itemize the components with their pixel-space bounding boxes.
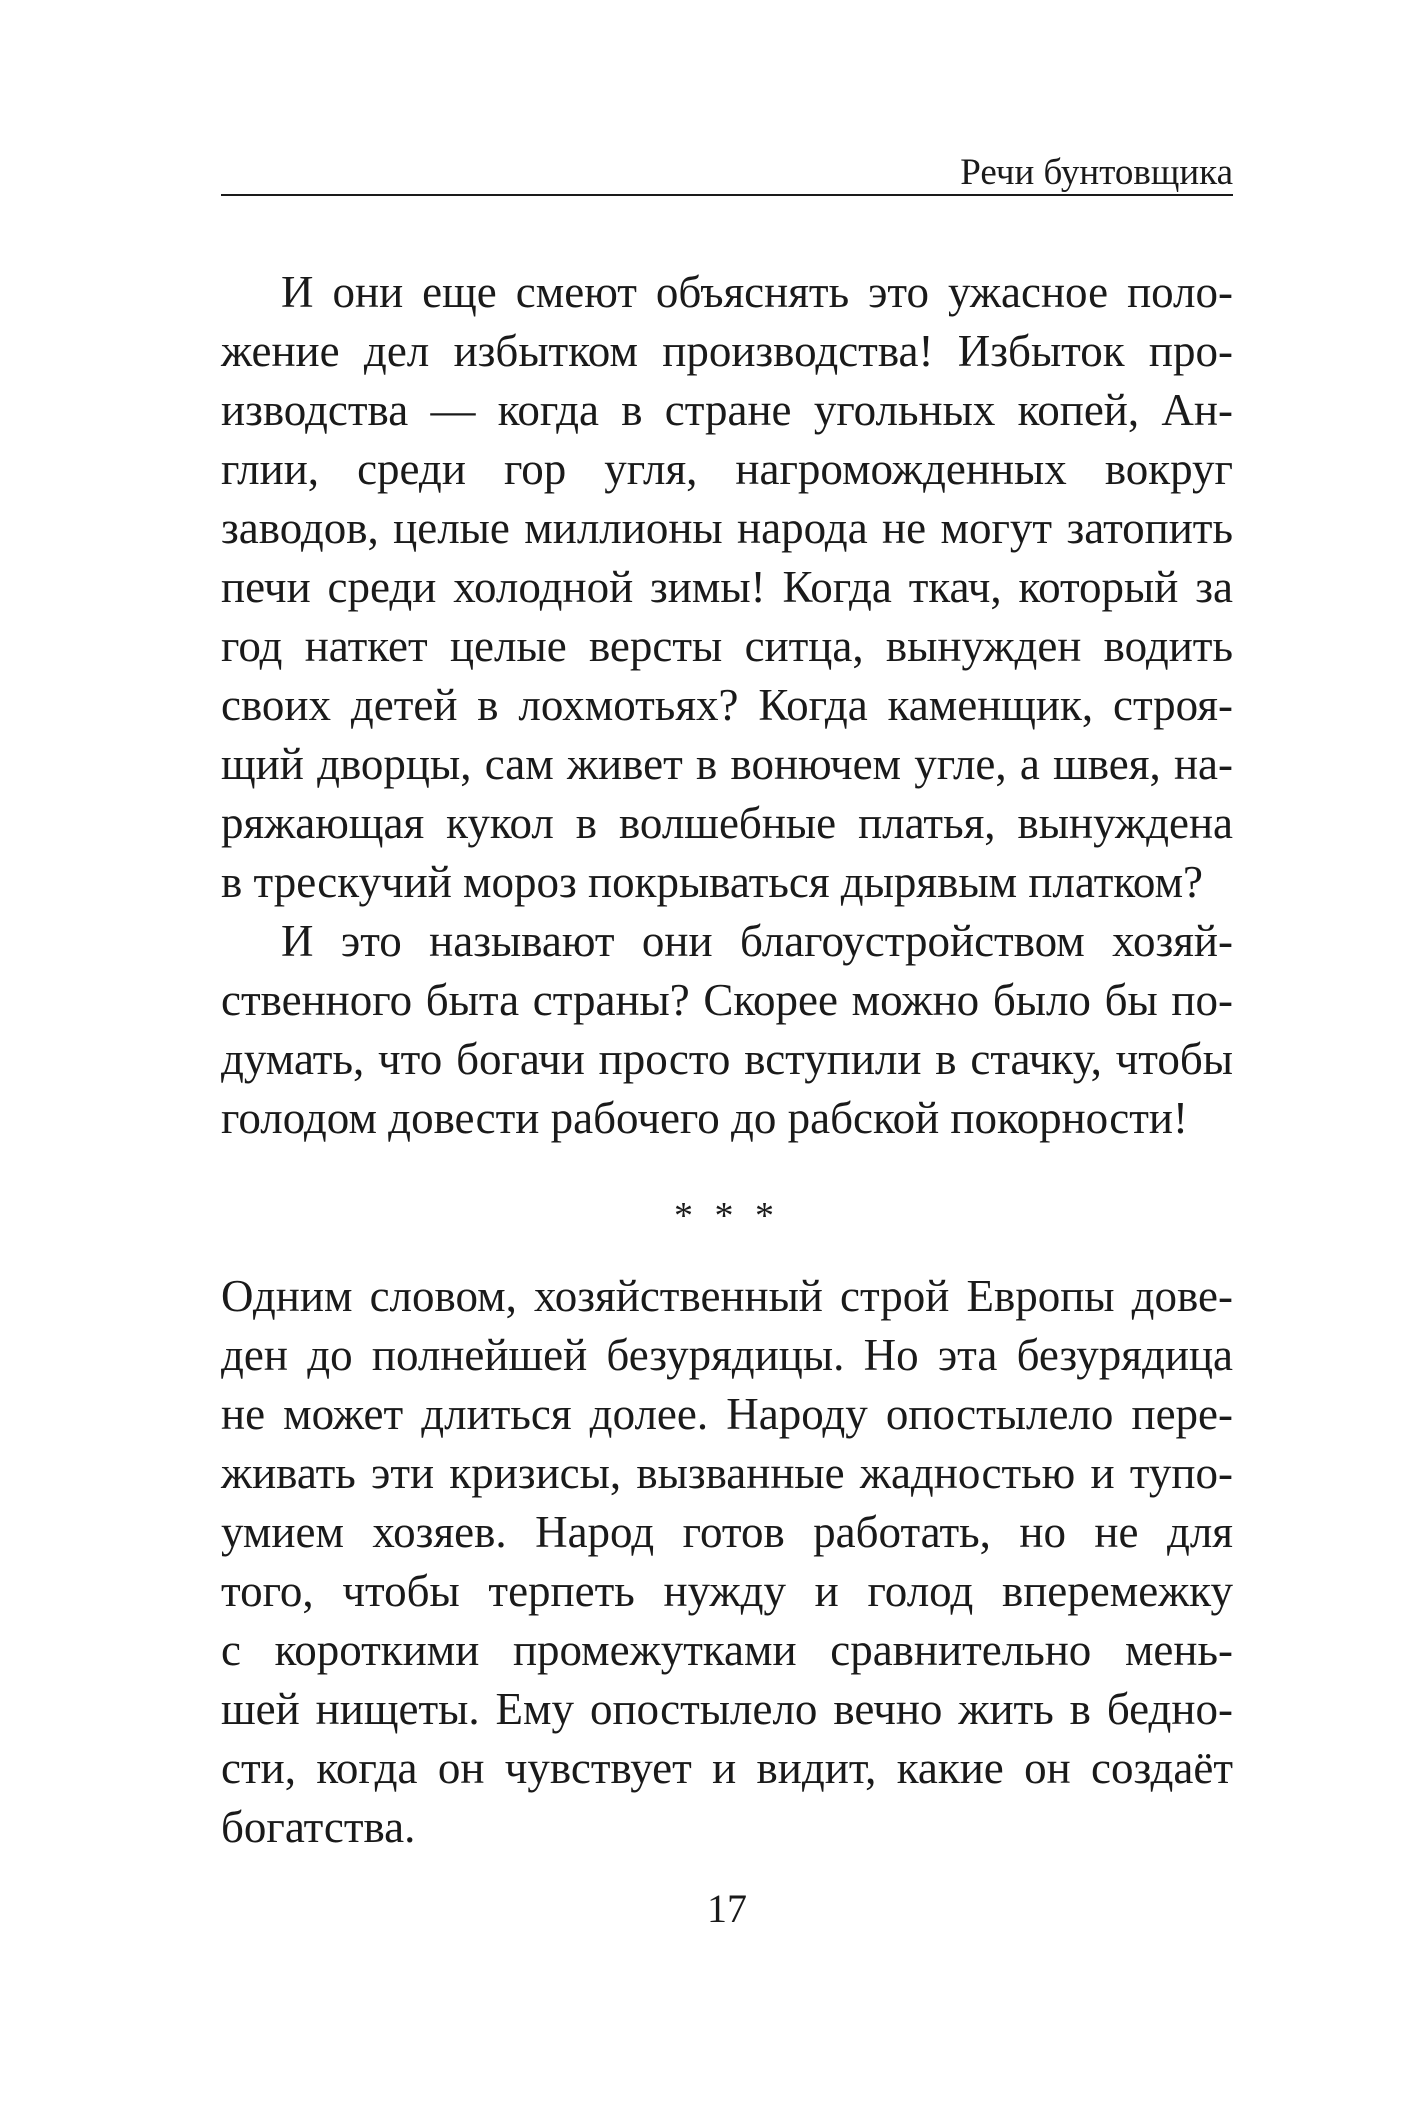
text-line: думать, что богачи просто вступили в стачку, чтобы [221,1034,1233,1084]
paragraph-1 [221,263,1233,912]
text-line: своих детей в лохмотьях? Когда каменщик, строя- [221,680,1233,730]
text-line: живать эти кризисы, вызванные жадностью и тупо- [221,1448,1233,1498]
text-line: печи среди холодной зимы! Когда ткач, который за [221,562,1233,612]
text-line: умием хозяев. Народ готов работать, но не для [221,1507,1233,1557]
text-line: изводства — когда в стране угольных копей, Ан- [221,385,1233,435]
text-block-1 [221,263,1233,1148]
text-line: того, чтобы терпеть нужду и голод вперемежку [221,1566,1233,1616]
text-line: богатства. [221,1802,416,1852]
text-line: Одним словом, хозяйственный строй Европы дове- [221,1271,1233,1321]
text-line: заводов, целые миллионы народа не могут затопить [221,503,1233,553]
paragraph-3 [221,1267,1233,1857]
text-line: голодом довести рабочего до рабской покорности! [221,1093,1188,1143]
text-line: год наткет целые версты ситца, вынужден водить [221,621,1233,671]
text-line: ряжающая кукол в волшебные платья, вынуждена [221,798,1233,848]
text-line: в трескучий мороз покрываться дырявым платком? [221,857,1204,907]
header-rule [221,194,1233,196]
text-line: жение дел избытком производства! Избыток про- [221,326,1233,376]
text-block-2 [221,1267,1233,1857]
text-line: сти, когда он чувствует и видит, какие он создаёт [221,1743,1233,1793]
text-line: И они еще смеют объяснять это ужасное поло- [281,267,1233,317]
text-line: глии, среди гор угля, нагроможденных вокруг [221,444,1233,494]
section-separator: * * * [674,1195,780,1237]
running-head: Речи бунтовщика [960,152,1233,193]
text-line: ственного быта страны? Скорее можно было бы по- [221,975,1233,1025]
text-line: не может длиться долее. Народу опостылело пере- [221,1389,1233,1439]
text-line: И это называют они благоустройством хозяй- [281,916,1233,966]
text-line: ден до полнейшей безурядицы. Но эта безурядица [221,1330,1233,1380]
text-line: с короткими промежутками сравнительно мень- [221,1625,1233,1675]
text-line: щий дворцы, сам живет в вонючем угле, а швея, на- [221,739,1233,789]
paragraph-2 [221,912,1233,1148]
text-line: шей нищеты. Ему опостылело вечно жить в бедно- [221,1684,1233,1734]
page-number: 17 [707,1886,747,1931]
